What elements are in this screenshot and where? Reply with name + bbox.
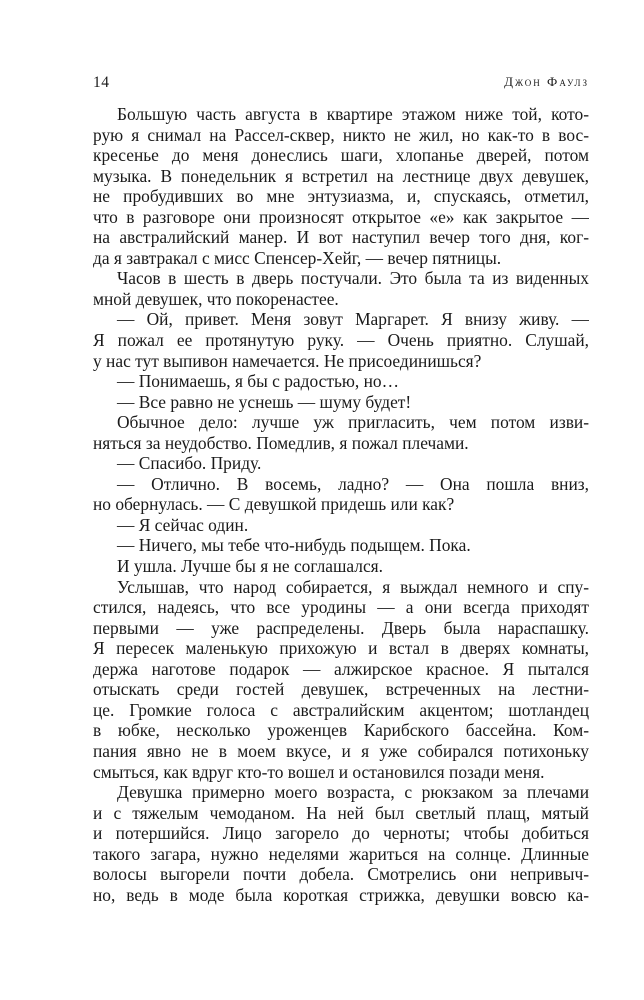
text-line: няться за неудобство. Помедлив, я пожал плечами. xyxy=(93,432,469,453)
text-line: первыми — уже распределены. Дверь была нараспашку. xyxy=(93,617,589,638)
text-line: отыскать среди гостей девушек, встреченных на лестни- xyxy=(93,679,589,700)
text-line: Девушка примерно моего возраста, с рюкзаком за плечами xyxy=(117,782,589,803)
text-line: Большую часть августа в квартире этажом ниже той, кото- xyxy=(117,104,589,124)
text-line: Часов в шесть в дверь постучали. Это была та из виденных xyxy=(117,268,589,289)
text-line: — Спасибо. Приду. xyxy=(117,453,262,474)
author-name: Джон Фаулз xyxy=(504,74,589,89)
text-line: держа наготове подарок — алжирское красное. Я пытался xyxy=(93,658,589,679)
text-line: да я завтракал с мисс Спенсер-Хейг, — вечер пятницы. xyxy=(93,247,502,268)
text-line: смыться, как вдруг кто-то вошел и остановился позади меня. xyxy=(93,761,545,782)
text-line: стился, надеясь, что все уродины — а они всегда приходят xyxy=(93,597,589,618)
page-number: 14 xyxy=(93,74,110,91)
text-line: — Ничего, мы тебе что-нибудь подыщем. Пока. xyxy=(117,535,471,556)
text-line: — Отлично. В восемь, ладно? — Она пошла вниз, xyxy=(117,473,589,494)
text-line: Я пересек маленькую прихожую и встал в дверях комнаты, xyxy=(93,638,589,659)
text-line: пания явно не в моем вкусе, и я уже собирался потихоньку xyxy=(93,740,589,761)
text-line: — Ой, привет. Меня зовут Маргарет. Я внизу живу. — xyxy=(117,309,589,330)
body-text xyxy=(93,104,589,905)
text-line: — Все равно не уснешь — шуму будет! xyxy=(117,391,412,412)
text-line: Я пожал ее протянутую руку. — Очень приятно. Слушай, xyxy=(93,330,589,351)
text-line: рую я снимал на Рассел-сквер, никто не жил, но как-то в вос- xyxy=(93,124,589,145)
text-line: це. Громкие голоса с австралийским акцентом; шотландец xyxy=(93,699,589,720)
text-line: не пробудивших во мне энтузиазма, и, спускаясь, отметил, xyxy=(93,186,589,207)
text-line: Услышав, что народ собирается, я выждал немного и спу- xyxy=(117,576,589,597)
text-line: но, ведь в моде была короткая стрижка, девушки вовсю ка- xyxy=(93,884,589,905)
text-line: в юбке, несколько уроженцев Карибского бассейна. Ком- xyxy=(93,720,589,741)
text-line: и потершийся. Лицо загорело до черноты; чтобы добиться xyxy=(93,823,589,844)
text-line: музыка. В понедельник я встретил на лестнице двух девушек, xyxy=(93,165,589,186)
text-line: и с тяжелым чемоданом. На ней был светлый плащ, мятый xyxy=(93,802,589,823)
text-line: — Я сейчас один. xyxy=(117,514,249,535)
text-line: кресенье до меня донеслись шаги, хлопанье дверей, потом xyxy=(93,145,589,166)
text-line: что в разговоре они произносят открытое «е» как закрытое — xyxy=(93,206,589,227)
running-head xyxy=(93,74,589,96)
text-line: — Понимаешь, я бы с радостью, но… xyxy=(117,371,399,392)
text-line: И ушла. Лучше бы я не соглашался. xyxy=(117,556,384,577)
text-line: Обычное дело: лучше уж пригласить, чем потом изви- xyxy=(117,412,589,433)
text-line: мной девушек, что покоренастее. xyxy=(93,288,339,309)
text-line: такого загара, нужно неделями жариться на солнце. Длинные xyxy=(93,843,589,864)
text-line: у нас тут выпивон намечается. Не присоединишься? xyxy=(93,350,482,371)
text-line: но обернулась. — С девушкой придешь или как? xyxy=(93,494,455,515)
text-line: волосы выгорели почти добела. Смотрелись они непривыч- xyxy=(93,864,589,885)
text-line: на австралийский манер. И вот наступил вечер того дня, ког- xyxy=(93,227,589,248)
